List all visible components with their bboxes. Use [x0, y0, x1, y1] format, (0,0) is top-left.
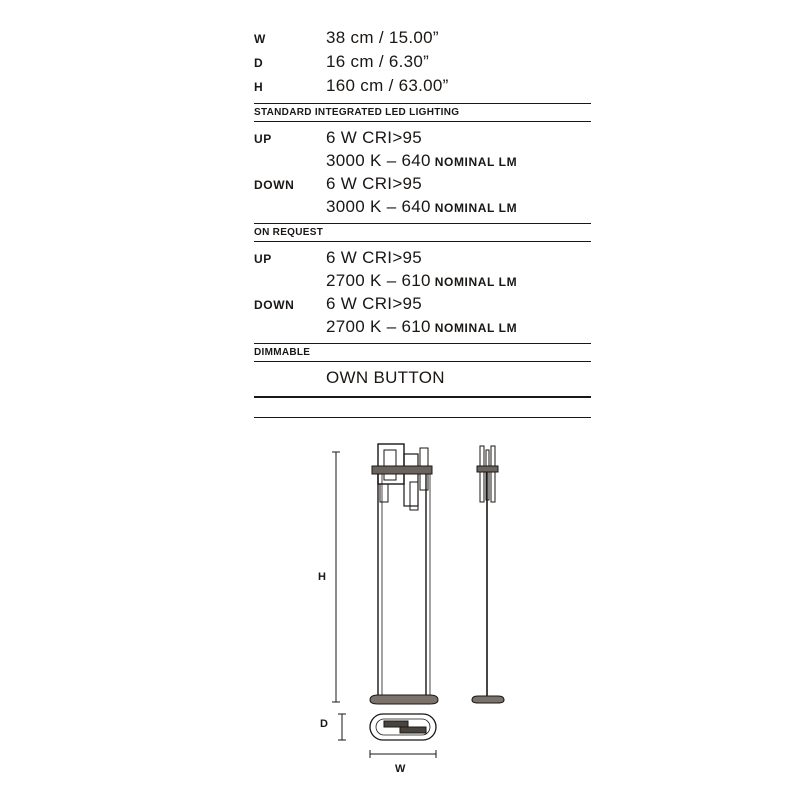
up-power: 6 W CRI>95: [326, 128, 423, 147]
dimension-label: W: [254, 32, 266, 46]
dimension-row-height: [254, 76, 591, 100]
standard-down-flux-row: [254, 197, 591, 220]
dimensions-block: [254, 28, 591, 100]
down-flux: [326, 197, 517, 217]
down-flux: [326, 317, 517, 337]
up-flux-value: 3000 K – 640: [326, 151, 431, 170]
lamp-top-view: [338, 714, 436, 758]
request-down-flux-row: [254, 317, 591, 340]
down-flux-unit: NOMINAL LM: [434, 321, 518, 335]
width-dimension-label: W: [395, 763, 406, 775]
dimension-row-depth: [254, 52, 591, 76]
divider-thick: [254, 396, 591, 398]
down-flux-value: 2700 K – 610: [326, 317, 431, 336]
section-heading-on-request: ON REQUEST: [254, 223, 591, 242]
section-heading-dimmable: DIMMABLE: [254, 343, 591, 362]
standard-lighting-block: [254, 128, 591, 220]
on-request-lighting-block: [254, 248, 591, 340]
up-label: UP: [254, 132, 272, 146]
dimmable-value: OWN BUTTON: [326, 368, 445, 387]
dimension-value: 160 cm / 63.00”: [326, 76, 449, 95]
request-up-flux-row: [254, 271, 591, 294]
down-power: 6 W CRI>95: [326, 294, 423, 313]
down-power: 6 W CRI>95: [326, 174, 423, 193]
down-label: DOWN: [254, 178, 295, 192]
lamp-side-view: [472, 446, 504, 703]
request-up-row: [254, 248, 591, 271]
dimmable-row: [254, 368, 591, 388]
height-dimension-label: H: [318, 571, 326, 583]
down-flux-unit: NOMINAL LM: [434, 201, 518, 215]
up-flux: [326, 151, 517, 171]
standard-up-flux-row: [254, 151, 591, 174]
up-flux: [326, 271, 517, 291]
section-heading-standard: STANDARD INTEGRATED LED LIGHTING: [254, 103, 591, 122]
down-flux-value: 3000 K – 640: [326, 197, 431, 216]
lamp-technical-drawing: [300, 440, 540, 780]
spec-sheet: [254, 28, 591, 418]
up-flux-value: 2700 K – 610: [326, 271, 431, 290]
up-flux-unit: NOMINAL LM: [434, 155, 518, 169]
up-flux-unit: NOMINAL LM: [434, 275, 518, 289]
standard-up-row: [254, 128, 591, 151]
dimension-value: 38 cm / 15.00”: [326, 28, 439, 47]
down-label: DOWN: [254, 298, 295, 312]
dimension-row-width: [254, 28, 591, 52]
request-down-row: [254, 294, 591, 317]
dimension-value: 16 cm / 6.30”: [326, 52, 430, 71]
lamp-front-view: [370, 444, 438, 704]
dimension-label: H: [254, 80, 264, 94]
dimension-label: D: [254, 56, 264, 70]
divider-thin: [254, 417, 591, 418]
standard-down-row: [254, 174, 591, 197]
up-label: UP: [254, 252, 272, 266]
up-power: 6 W CRI>95: [326, 248, 423, 267]
depth-dimension-label: D: [320, 718, 328, 730]
